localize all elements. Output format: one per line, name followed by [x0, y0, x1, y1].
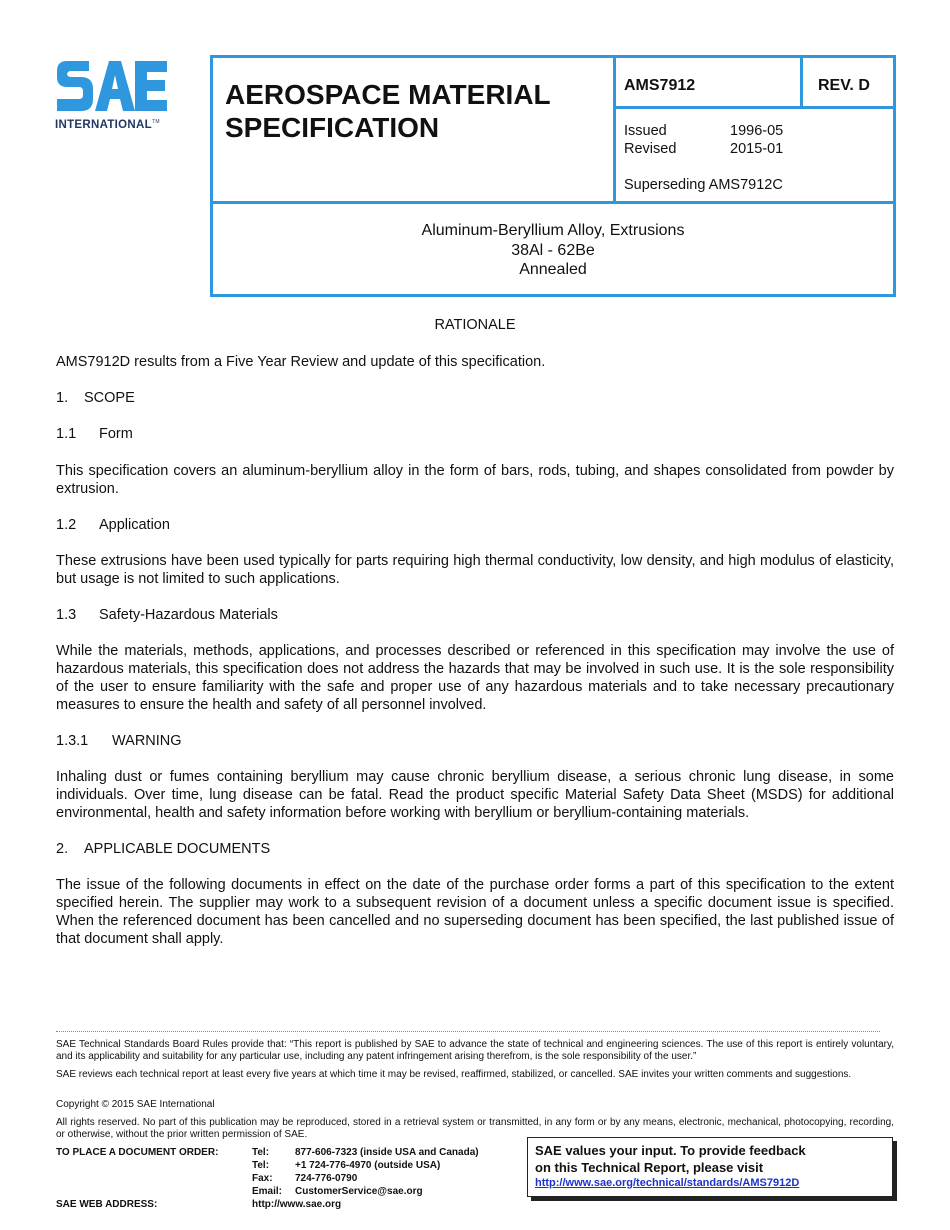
- revision-label: REV. D: [818, 77, 870, 94]
- section-2-text: The issue of the following documents in effect on the date of the purchase order forms a part of this specification to the extent specified herein. The supplier may work to a subsequent revision of a document unless a specific document issue is specified. When the referenced document has been cancelled and no superseding document has been specified, the last published issue of that document shall apply.: [56, 877, 894, 947]
- footer-divider: [56, 1031, 880, 1032]
- tel-intl: +1 724-776-4970 (outside USA): [295, 1160, 441, 1171]
- issued-date: 1996-05: [730, 123, 784, 139]
- footer-review-text: SAE reviews each technical report at least every five years at which time it may be revised, reaffirmed, stabilized, or cancelled. SAE invites your written comments and suggestions.: [56, 1069, 852, 1080]
- rationale-heading: RATIONALE: [434, 317, 516, 333]
- email-label: Email:: [252, 1186, 283, 1197]
- section-1-3-1-text: Inhaling dust or fumes containing beryllium may cause chronic beryllium disease, a serious chronic lung disease, in some individuals. Over time, lung disease can be fatal. Read the product specific Material Safety Data Sheet (MSDS) for additional environmental, health and safety information before working with beryllium or beryllium-containing materials.: [56, 769, 894, 821]
- section-1-3-heading: 1.3 Safety-Hazardous Materials: [56, 607, 278, 623]
- superseding-note: Superseding AMS7912C: [624, 177, 783, 193]
- document-type-title: AEROSPACE MATERIAL SPECIFICATION: [225, 79, 551, 143]
- tel-label-1: Tel:: [252, 1147, 270, 1158]
- issued-label: Issued: [624, 123, 667, 139]
- section-1-3-1-heading: 1.3.1 WARNING: [56, 733, 182, 749]
- section-1-1-heading: 1.1 Form: [56, 426, 133, 442]
- document-code: AMS7912: [624, 77, 696, 94]
- footer-rules-text: SAE Technical Standards Board Rules provide that: “This report is published by SAE to advance the state of technical and engineering sciences. The use of this report is entirely voluntary, and its applicability and suitability for any particular use, including any patent infringement arising therefrom, is the sole responsibility of the user.”: [56, 1039, 894, 1063]
- section-1-2-text: These extrusions have been used typically for parts requiring high thermal conductivity, low density, and high modulus of elasticity, but usage is not limited to such applications.: [56, 553, 894, 587]
- feedback-link[interactable]: http://www.sae.org/technical/standards/AMS7912D: [535, 1177, 800, 1189]
- logo-international-text: INTERNATIONAL™: [55, 119, 160, 131]
- web-address-label: SAE WEB ADDRESS:: [56, 1199, 158, 1210]
- document-subject: Aluminum-Beryllium Alloy, Extrusions 38Al - 62Be Annealed: [421, 222, 685, 278]
- footer-rights-text: All rights reserved. No part of this publication may be reproduced, stored in a retrieval system or transmitted, in any form or by any means, electronic, mechanical, photocopying, recording, or otherwise, without the prior written permission of SAE.: [56, 1117, 894, 1141]
- revised-date: 2015-01: [730, 141, 784, 157]
- sae-logo-mark: [55, 55, 170, 117]
- tel-label-2: Tel:: [252, 1160, 270, 1171]
- section-1-heading: 1. SCOPE: [56, 390, 135, 406]
- tel-us: 877-606-7323 (inside USA and Canada): [295, 1147, 479, 1158]
- section-1-2-heading: 1.2 Application: [56, 517, 170, 533]
- rationale-text: AMS7912D results from a Five Year Review and update of this specification.: [56, 354, 546, 370]
- email-address[interactable]: CustomerService@sae.org: [295, 1186, 423, 1197]
- order-label: TO PLACE A DOCUMENT ORDER:: [56, 1147, 219, 1158]
- revised-label: Revised: [624, 141, 677, 157]
- feedback-text-line-2: on this Technical Report, please visit: [535, 1160, 764, 1175]
- section-1-1-text: This specification covers an aluminum-beryllium alloy in the form of bars, rods, tubing, and shapes consolidated from powder by extrusion.: [56, 463, 894, 497]
- sae-logo: [55, 55, 180, 135]
- fax-label: Fax:: [252, 1173, 273, 1184]
- web-address[interactable]: http://www.sae.org: [252, 1199, 342, 1210]
- section-2-heading: 2. APPLICABLE DOCUMENTS: [56, 841, 271, 857]
- fax-number: 724-776-0790: [295, 1173, 358, 1184]
- footer-copyright: Copyright © 2015 SAE International: [56, 1099, 215, 1110]
- section-1-3-text: While the materials, methods, applications, and processes described or referenced in this specification may involve the use of hazardous materials, this specification does not address the hazards that may be involved in such use. It is the sole responsibility of the user to ensure familiarity with the safe and proper use of any hazardous materials and to take necessary precautionary measures to ensure the health and safety of all personnel involved.: [56, 643, 894, 713]
- feedback-text-line-1: SAE values your input. To provide feedback: [535, 1143, 806, 1158]
